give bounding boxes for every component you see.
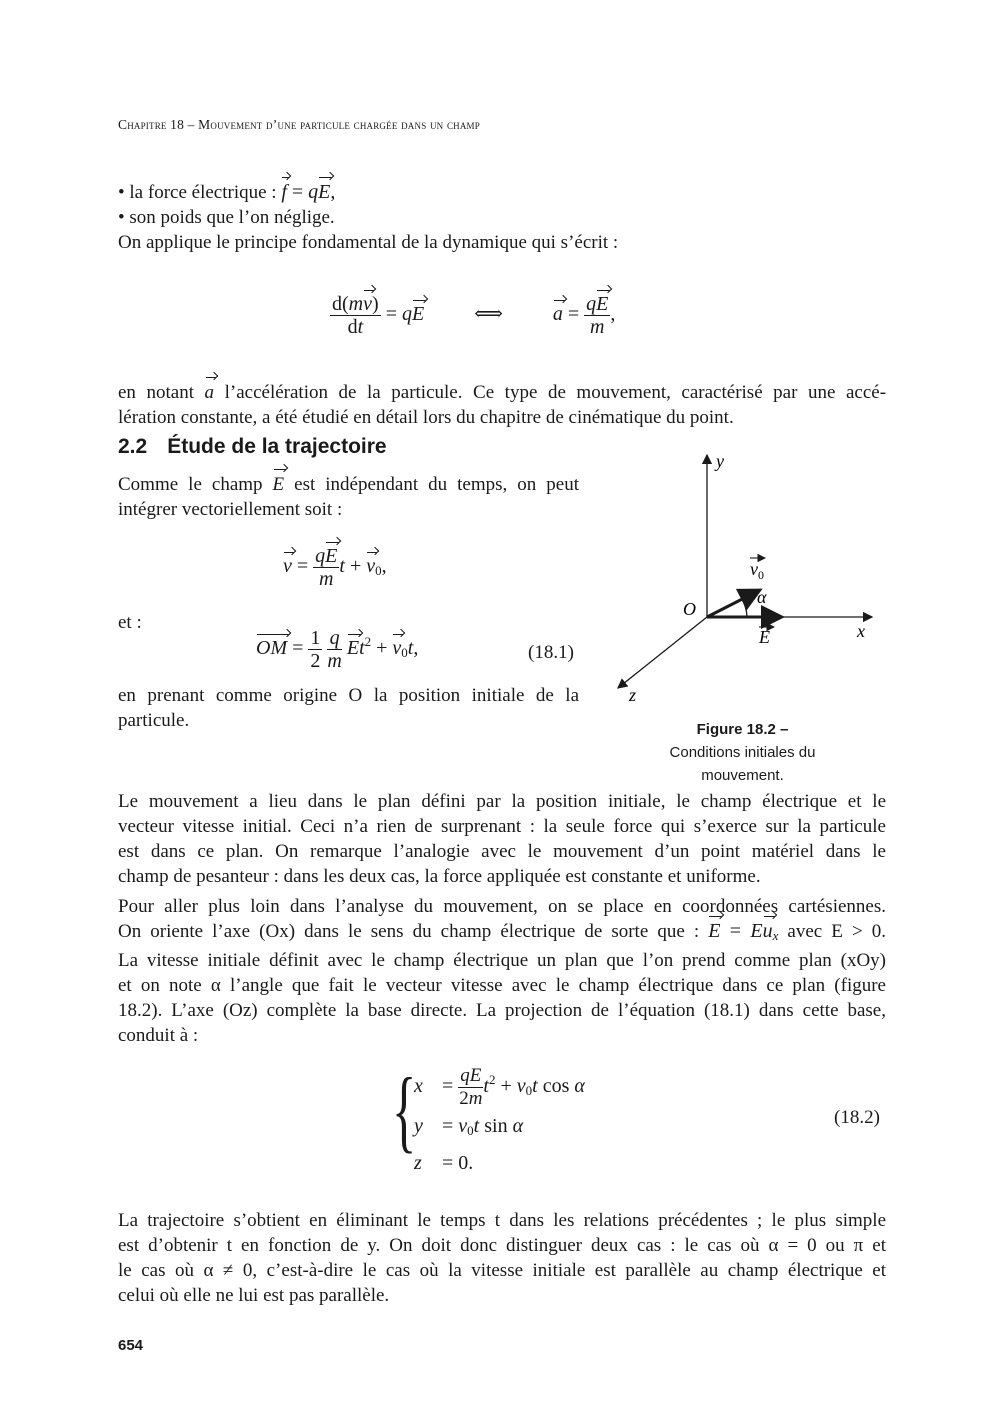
z-label: z — [629, 685, 637, 705]
section-p1-line2: intégrer vectoriellement soit : — [118, 499, 343, 520]
z-axis — [618, 617, 707, 688]
after-eq-line2: lération constante, a été étudié en détail lors du chapitre de cinématique du point. — [118, 407, 734, 428]
origin-label: O — [683, 599, 696, 619]
figure-caption: Figure 18.2 – Conditions initiales du mouvement. — [669, 721, 816, 784]
section-p1-line1: Comme le champ E est indépendant du temps, on peut — [118, 474, 580, 495]
v0-vector — [707, 590, 760, 617]
system-brace: { — [392, 1059, 417, 1161]
system-equations: x = $\frac{qE}{2m}$ $t^2 + v_0t$ cos α $y = v_0t$ sin α z = 0. — [414, 1064, 585, 1174]
eq-number-18-2: (18.2) — [834, 1107, 880, 1128]
bullet-weight: • son poids que l’on néglige. — [118, 207, 335, 228]
et-label: et : — [118, 612, 142, 633]
x-label: x — [857, 621, 865, 641]
section-p2-line2: particule. — [118, 710, 190, 731]
velocity-equation: v = $\frac{qE}{m}$ $t + v_0$, — [283, 545, 387, 590]
alpha-label: α — [757, 587, 767, 607]
pfd-equation: $\frac{d(mv)}{dt}$ = qE ⟺ a = $\frac{qE}{m}$ , — [332, 293, 616, 338]
figure-axes-diagram — [600, 445, 890, 705]
eq-number-18-1: (18.1) — [528, 642, 574, 663]
bullet-force: • la force électrique : f = qE, — [118, 181, 336, 203]
paragraph-4: Pour aller plus loin dans l’analyse du mouvement, on se place en coordonnées cartésiennes. On oriente l’axe (Ox) dans le sens du champ électrique de sorte que : $E = Eu_x$ avec E > 0. La vitesse initiale définit avec le champ électrique un plan que l’on prend comme plan (xOy) et on note α l’angle que fait le vecteur vitesse avec le champ électrique dans ce plan (figure 18.2). L’axe (Oz) complète la base directe. La projection de l’équation (18.1) dans cette base, conduit à : — [118, 896, 887, 1046]
section-heading: 2.2 Étude de la trajectoire — [118, 435, 387, 458]
after-eq-line1: en notant a l’accélération de la particule. Ce type de mouvement, caractérisé par une accé- — [118, 382, 887, 403]
e-label: E — [759, 627, 770, 647]
paragraph-3: Le mouvement a lieu dans le plan défini par la position initiale, le champ électrique et le vecteur vitesse initial. Ceci n’a rien de surprenant : la seule force qui s’exerce sur la particule est dans ce plan. On remarque l’analogie avec le mouvement d’un point matériel dans le champ de pesanteur : dans les deux cas, la force appliquée est constante et uniforme. — [118, 791, 886, 887]
position-equation: OM = $\frac{1}{2}$ $\frac{q}{m}$ $Et^2 + v_0t$, — [256, 627, 419, 672]
page-number: 654 — [118, 1337, 144, 1354]
v0-label: $v_0$ — [750, 559, 764, 582]
paragraph-5: La trajectoire s’obtient en éliminant le temps t dans les relations précédentes ; le plus simple est d’obtenir t en fonction de y. On doit donc distinguer deux cas : le cas où α = 0 ou π et le cas où α ≠ 0, c’est-à-dire le cas où la vitesse initiale est parallèle au champ électrique et celui où elle ne lui est pas parallèle. — [118, 1210, 886, 1306]
pfd-line: On applique le principe fondamental de la dynamique qui s’écrit : — [118, 232, 619, 253]
chapter-header: Chapitre 18 – Mouvement d’une particule chargée dans un champ — [118, 117, 480, 132]
y-label: y — [716, 451, 724, 471]
alpha-arc — [742, 599, 747, 617]
section-p2-line1: en prenant comme origine O la position initiale de la — [118, 685, 579, 706]
